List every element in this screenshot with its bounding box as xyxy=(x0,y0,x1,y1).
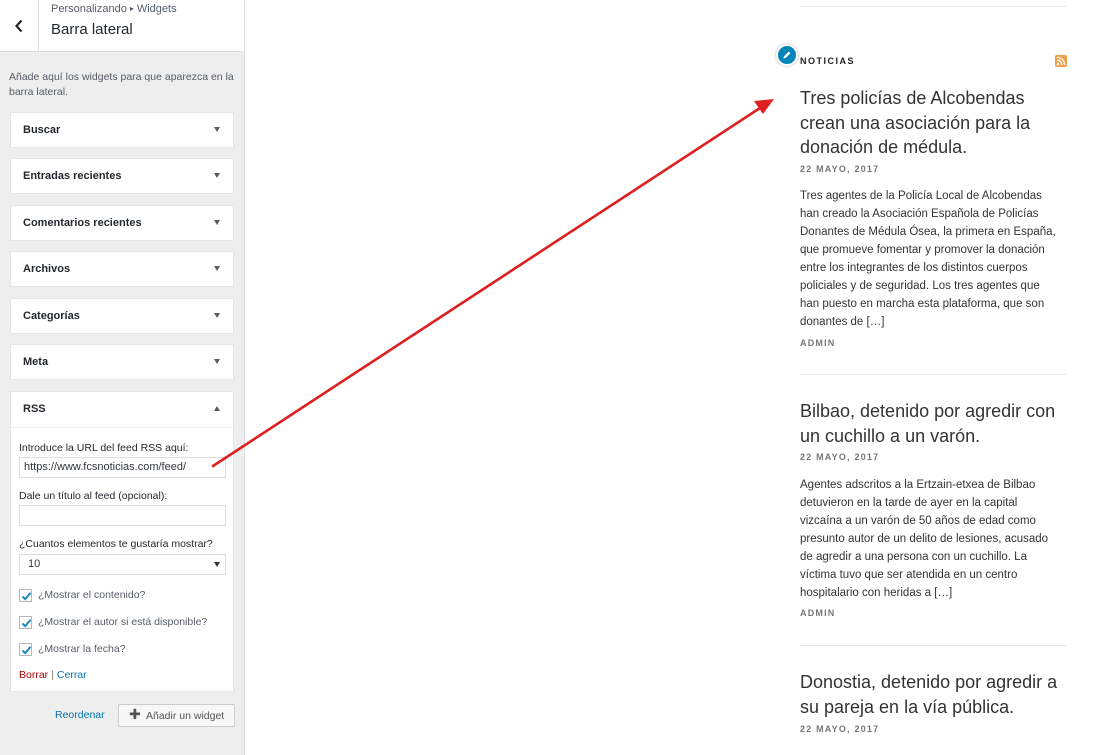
show-author-checkbox[interactable] xyxy=(19,616,32,629)
breadcrumb-section: Widgets xyxy=(136,3,177,15)
edit-shortcut-button[interactable] xyxy=(776,44,798,66)
feed-title-input[interactable] xyxy=(19,505,226,526)
show-author-label: ¿Mostrar el autor si está disponible? xyxy=(38,616,208,628)
widget-comentarios-recientes[interactable] xyxy=(10,205,234,241)
pencil-icon xyxy=(782,50,792,60)
caret-down-icon xyxy=(214,359,220,364)
feed-item-divider xyxy=(800,645,1067,646)
caret-down-icon xyxy=(214,127,220,132)
panel-title: Barra lateral xyxy=(51,21,133,38)
plus-icon: ✚ xyxy=(129,707,141,723)
add-widget-button[interactable] xyxy=(118,704,235,727)
breadcrumb-parent: Personalizando xyxy=(51,3,127,15)
show-content-label: ¿Mostrar el contenido? xyxy=(38,589,146,601)
feed-item-excerpt: Tres agentes de la Policía Local de Alcobendas han creado la Asociación Española de Policías Donantes de Médula Ósea, la primera en España, que promueve fomentar y promover la donación entre los integrantes de los distintos cuerpos policiales y de seguridad. Los tres agentes que han puesto en marcha esta plataforma, que son donantes de […] xyxy=(800,190,1056,328)
actions-separator: | xyxy=(51,669,54,681)
caret-down-icon xyxy=(214,313,220,318)
feed-item-divider xyxy=(800,374,1067,375)
panel-header xyxy=(0,0,244,52)
widget-rss xyxy=(10,391,234,692)
feed-item xyxy=(800,670,1067,755)
breadcrumb-separator-icon: ▸ xyxy=(129,4,134,13)
widget-rss-header[interactable] xyxy=(11,392,233,428)
show-date-label: ¿Mostrar la fecha? xyxy=(38,643,126,655)
item-count-label: ¿Cuantos elementos te gustaría mostrar? xyxy=(19,538,213,550)
feed-url-input[interactable]: https://www.fcsnoticias.com/feed/ xyxy=(19,457,226,478)
show-content-checkbox[interactable] xyxy=(19,589,32,602)
feed-item-author: ADMIN xyxy=(800,338,836,348)
caret-down-icon xyxy=(214,266,220,271)
add-widget-label: Añadir un widget xyxy=(146,710,225,722)
close-link[interactable]: Cerrar xyxy=(56,669,87,681)
show-date-checkbox[interactable] xyxy=(19,643,32,656)
checkmark-icon xyxy=(20,590,33,603)
chevron-left-icon xyxy=(14,19,24,33)
widget-entradas-recientes[interactable] xyxy=(10,158,234,194)
caret-down-icon xyxy=(214,220,220,225)
widget-label: Categorías xyxy=(23,310,80,322)
preview-top-divider xyxy=(800,6,1067,7)
feed-title-label: Dale un título al feed (opcional): xyxy=(19,490,168,502)
sidebar-description: Añade aquí los widgets para que aparezca en la barra lateral. xyxy=(9,71,234,98)
widget-label: Buscar xyxy=(23,124,61,136)
reorder-link[interactable]: Reordenar xyxy=(55,709,105,721)
widget-buscar[interactable] xyxy=(10,112,234,148)
feed-item-title[interactable]: Tres policías de Alcobendas crean una asociación para la donación de médula. xyxy=(800,88,1031,157)
select-arrow-icon xyxy=(214,562,220,567)
caret-down-icon xyxy=(214,173,220,178)
caret-up-icon xyxy=(214,406,220,411)
feed-item-excerpt: Agentes adscritos a la Ertzain-etxea de Bilbao detuvieron en la tarde de ayer en la capital vizcaína a un varón de 50 años de edad como presunto autor de un delito de lesiones, acusado de agredir a una persona con un cuchillo. La víctima tuvo que ser atendida en un centro hospitalario con heridas a […] xyxy=(800,479,1049,599)
feed-item-date: 22 MAYO, 2017 xyxy=(800,164,880,174)
customizer-sidebar xyxy=(0,0,245,755)
feed-item-date: 22 MAYO, 2017 xyxy=(800,452,880,462)
widget-archivos[interactable] xyxy=(10,251,234,287)
widget-meta[interactable] xyxy=(10,344,234,380)
breadcrumb xyxy=(51,3,177,15)
feed-item xyxy=(800,399,1067,629)
feed-widget-title: NOTICIAS xyxy=(800,56,856,66)
feed-url-label: Introduce la URL del feed RSS aquí: xyxy=(19,442,189,454)
rss-icon[interactable] xyxy=(1055,55,1067,67)
feed-item-title[interactable]: Donostia, detenido por agredir a su pareja en la vía pública. xyxy=(800,672,1058,717)
delete-link[interactable]: Borrar xyxy=(19,669,49,681)
widget-categorias[interactable] xyxy=(10,298,234,334)
feed-item-title[interactable]: Bilbao, detenido por agredir con un cuchillo a un varón. xyxy=(800,401,1056,446)
item-count-value: 10 xyxy=(28,558,41,570)
widget-label: Archivos xyxy=(23,263,71,275)
checkmark-icon xyxy=(20,644,33,657)
feed-item-author: ADMIN xyxy=(800,608,836,618)
checkmark-icon xyxy=(20,617,33,630)
widget-actions xyxy=(19,669,87,681)
widget-label: RSS xyxy=(23,403,46,415)
item-count-select[interactable] xyxy=(19,554,226,575)
widget-label: Comentarios recientes xyxy=(23,217,142,229)
widget-label: Entradas recientes xyxy=(23,170,122,182)
widget-label: Meta xyxy=(23,356,49,368)
back-button[interactable] xyxy=(0,0,39,52)
feed-item xyxy=(800,86,1067,356)
feed-item-date: 22 MAYO, 2017 xyxy=(800,724,880,734)
